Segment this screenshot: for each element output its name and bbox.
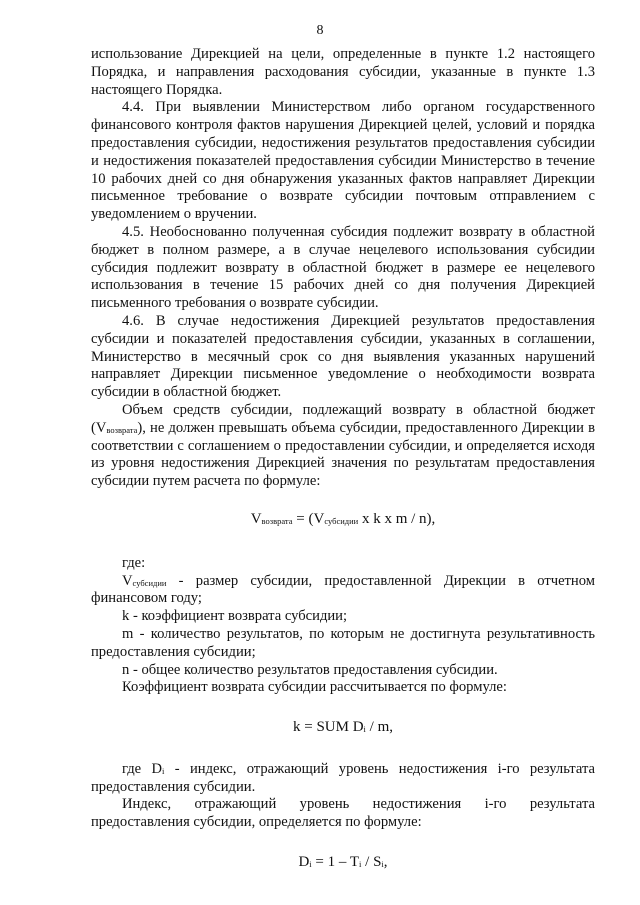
formula-v-subscript: возврата: [261, 515, 293, 526]
formula-coefficient: [91, 719, 595, 737]
definition-k: k - коэффициент возврата субсидии;: [122, 608, 348, 625]
definition-d-start: где D: [122, 760, 163, 777]
formula-middle: = (V: [292, 510, 325, 527]
definition-v-symbol: V: [122, 572, 133, 589]
definition-v-text: - размер субсидии, предоставленной Дирекции в отчетном финансовом году;: [91, 572, 595, 607]
definition-d-text: - индекс, отражающий уровень недостижения i-го результата предоставления субсидии.: [91, 760, 595, 795]
definition-m: m - количество результатов, по которым не достигнута результативность предоставления субсидии;: [91, 625, 595, 660]
formula-d-symbol: D: [298, 854, 310, 871]
paragraph-index: Индекс, отражающий уровень недостижения i-го результата предоставления субсидии, определяется по формуле:: [91, 796, 595, 831]
definition-n: n - общее количество результатов предоставления субсидии.: [122, 661, 498, 678]
formula-subsidy-subscript: субсидии: [324, 515, 359, 526]
return-volume-text-start: Объем средств субсидии, подлежащий возврату в областной бюджет (V: [91, 401, 595, 436]
formula-d-middle: = 1 – T: [311, 854, 360, 871]
definition-v-subsidy: [91, 573, 595, 609]
paragraph-4-4: 4.4. При выявлении Министерством либо органом государственного финансового контроля фактов нарушения Дирекцией целей, условий и порядка предоставления субсидии, недостижения результатов предоставления субсидии и недостижения показателей предоставления субсидии Министерство в течение 10 рабочих дней со дня обнаружения указанных фактов направляет Дирекции письменное требование о возврате субсидии почтовым отправлением с уведомлением о вручении.: [91, 99, 595, 223]
formula-s-subscript: i: [381, 859, 384, 870]
formula-d-subscript: i: [309, 859, 312, 870]
paragraph-coefficient: Коэффициент возврата субсидии рассчитывается по формуле:: [122, 679, 507, 696]
definition-d: [91, 761, 595, 797]
document-body: [91, 46, 595, 872]
formula-end: x k x m / n),: [358, 510, 436, 527]
where-label: где:: [122, 554, 146, 571]
definition-v-subscript: субсидии: [132, 577, 167, 588]
page-number: 8: [316, 23, 324, 38]
return-volume-text-end: ), не должен превышать объема субсидии, предоставленного Дирекции в соответствии с соглашением о предоставлении субсидии, и определяется исходя из уровня недостижения Дирекцией значения по результатам предоставления субсидии путем расчета по формуле:: [91, 419, 595, 490]
paragraph-4-5: 4.5. Необоснованно полученная субсидия подлежит возврату в областной бюджет в полном размере, а в случае нецелевого использования субсидии субсидия подлежит возврату в областной бюджет в размере ее нецелевого использования в течение 15 рабочих дней со дня получения Дирекцией письменного требования о возврате субсидии.: [91, 223, 595, 312]
formula-k-subscript: i: [363, 724, 366, 735]
paragraph-4-6: 4.6. В случае недостижения Дирекцией результатов предоставления субсидии и показателей предоставления субсидии, указанных в соглашении, Министерство в месячный срок со дня выявления указанных нарушений направляет Дирекции письменное уведомление о необходимости возврата субсидии в областной бюджет.: [91, 312, 595, 401]
formula-k-start: k = SUM D: [292, 719, 364, 736]
formula-index: [91, 854, 595, 872]
formula-return-volume: [91, 511, 595, 529]
return-volume-subscript: возврата: [106, 424, 138, 435]
paragraph-continuation: использование Дирекцией на цели, определенные в пункте 1.2 настоящего Порядка, и направления расходования субсидии, указанные в пункте 1.3 настоящего Порядка.: [91, 46, 595, 98]
formula-t-subscript: i: [359, 859, 362, 870]
definition-d-subscript: i: [162, 765, 165, 776]
paragraph-return-volume: [91, 402, 595, 491]
formula-d-end: ,: [383, 854, 388, 871]
formula-d-middle-two: / S: [361, 854, 382, 871]
formula-k-end: / m,: [365, 719, 394, 736]
formula-v-symbol: V: [250, 510, 262, 527]
